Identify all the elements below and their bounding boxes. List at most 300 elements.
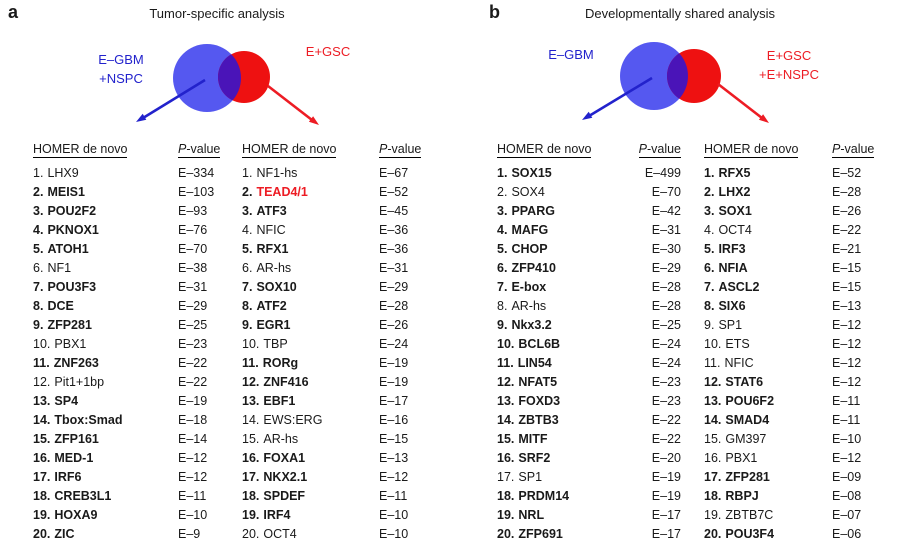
motif-row — [704, 354, 888, 373]
motif-pvalue: E–24 — [651, 337, 681, 351]
motif-rank: 6. — [704, 261, 715, 275]
motif-row — [33, 335, 236, 354]
motif-row — [33, 221, 236, 240]
motif-name: ZBTB3 — [518, 413, 559, 427]
motif-row — [497, 335, 681, 354]
motif-rank: 2. — [704, 185, 715, 199]
motif-rank: 5. — [497, 242, 508, 256]
motif-name: IRF6 — [54, 470, 82, 484]
motif-rank: 4. — [497, 223, 508, 237]
motif-pvalue: E–12 — [832, 375, 862, 389]
column-header-pvalue: P-value — [178, 142, 221, 156]
motif-row — [242, 240, 434, 259]
motif-row — [497, 316, 681, 335]
motif-name: PKNOX1 — [47, 223, 99, 237]
motif-rank: 14. — [242, 413, 260, 427]
motif-pvalue: E–06 — [832, 527, 862, 541]
motif-name: RORg — [262, 356, 299, 370]
motif-name: LHX2 — [718, 185, 751, 199]
motif-row — [242, 468, 434, 487]
motif-name: LIN54 — [517, 356, 552, 370]
motif-row — [704, 221, 888, 240]
motif-rank: 11. — [33, 356, 50, 370]
venn-a-left-set-label: E–GBM +NSPC — [98, 52, 144, 86]
motif-name: NFIC — [724, 356, 754, 370]
motif-rank: 15. — [704, 432, 722, 446]
motif-name: AR-hs — [511, 299, 547, 313]
motif-row — [242, 354, 434, 373]
motif-name: BCL6B — [518, 337, 561, 351]
motif-pvalue: E–23 — [651, 394, 681, 408]
motif-rank: 13. — [242, 394, 260, 408]
motif-rank: 6. — [497, 261, 508, 275]
motif-pvalue: E–10 — [832, 432, 862, 446]
motif-row — [33, 525, 236, 544]
motif-pvalue: E–36 — [379, 242, 409, 256]
motif-pvalue: E–19 — [379, 356, 409, 370]
motif-pvalue: E–29 — [651, 261, 681, 275]
motif-name: CHOP — [511, 242, 548, 256]
motif-name: SOX4 — [511, 185, 545, 199]
motif-pvalue: E–12 — [832, 318, 862, 332]
motif-pvalue: E–09 — [832, 470, 862, 484]
motif-name: RFX1 — [256, 242, 289, 256]
motif-name: ATOH1 — [47, 242, 89, 256]
motif-rank: 3. — [33, 204, 44, 218]
motif-rank: 10. — [242, 337, 260, 351]
motif-pvalue: E–13 — [832, 299, 862, 313]
motif-name: EGR1 — [256, 318, 291, 332]
motif-rank: 1. — [242, 166, 253, 180]
motif-rank: 20. — [497, 527, 515, 541]
motif-row — [497, 392, 681, 411]
motif-name: POU3F4 — [725, 527, 775, 541]
motif-row — [497, 354, 681, 373]
motif-row — [704, 487, 888, 506]
motif-row — [33, 487, 236, 506]
motif-rank: 13. — [497, 394, 515, 408]
motif-rank: 19. — [242, 508, 260, 522]
motif-rank: 18. — [242, 489, 260, 503]
motif-name: RFX5 — [718, 166, 751, 180]
motif-rank: 15. — [497, 432, 515, 446]
motif-row — [704, 202, 888, 221]
motif-row — [704, 316, 888, 335]
motif-name: ZBTB7C — [725, 508, 774, 522]
motif-row — [242, 316, 434, 335]
motif-rank: 10. — [497, 337, 515, 351]
motif-pvalue: E–19 — [379, 375, 409, 389]
column-header-pvalue: P-value — [379, 142, 422, 156]
motif-name: EWS:ERG — [263, 413, 323, 427]
motif-pvalue: E–45 — [379, 204, 409, 218]
motif-row — [704, 278, 888, 297]
motif-row — [704, 449, 888, 468]
motif-name: SP4 — [54, 394, 79, 408]
motif-name: MITF — [518, 432, 548, 446]
motif-table-a-right — [242, 142, 434, 544]
motif-rank: 2. — [497, 185, 508, 199]
motif-name: ZFP161 — [54, 432, 99, 446]
motif-row — [33, 297, 236, 316]
motif-row — [242, 487, 434, 506]
venn-b-right-arrow — [718, 84, 762, 118]
motif-name: STAT6 — [725, 375, 764, 389]
motif-pvalue: E–38 — [178, 261, 208, 275]
motif-rank: 1. — [704, 166, 715, 180]
motif-name: ZNF416 — [263, 375, 309, 389]
motif-table-b-left — [497, 142, 681, 544]
panel-a-title: Tumor-specific analysis — [149, 6, 285, 21]
motif-pvalue: E–15 — [832, 280, 862, 294]
motif-name: ATF3 — [256, 204, 287, 218]
motif-rank: 17. — [704, 470, 722, 484]
motif-pvalue: E–26 — [379, 318, 409, 332]
motif-name: DCE — [47, 299, 74, 313]
motif-rank: 16. — [497, 451, 515, 465]
motif-rank: 20. — [33, 527, 51, 541]
motif-rank: 6. — [242, 261, 253, 275]
motif-name: LHX9 — [47, 166, 79, 180]
panel-a-letter: a — [8, 2, 19, 22]
motif-pvalue: E–9 — [178, 527, 201, 541]
motif-rank: 4. — [704, 223, 715, 237]
motif-pvalue: E–22 — [832, 223, 862, 237]
motif-rank: 5. — [704, 242, 715, 256]
motif-pvalue: E–24 — [651, 356, 681, 370]
motif-row — [497, 449, 681, 468]
motif-name: ZFP410 — [511, 261, 556, 275]
motif-pvalue: E–22 — [178, 356, 208, 370]
motif-rank: 16. — [704, 451, 722, 465]
motif-pvalue: E–31 — [178, 280, 208, 294]
motif-row — [242, 278, 434, 297]
motif-rank: 1. — [497, 166, 508, 180]
motif-rank: 3. — [704, 204, 715, 218]
motif-rank: 16. — [242, 451, 260, 465]
motif-name: IRF3 — [718, 242, 746, 256]
motif-name: ATF2 — [256, 299, 287, 313]
motif-name: SPDEF — [263, 489, 306, 503]
motif-row — [242, 164, 434, 183]
motif-row — [33, 278, 236, 297]
motif-row — [704, 240, 888, 259]
motif-rank: 6. — [33, 261, 44, 275]
motif-rank: 7. — [497, 280, 508, 294]
venn-b-left-arrowhead-icon — [582, 112, 592, 120]
motif-row — [242, 202, 434, 221]
motif-pvalue: E–70 — [178, 242, 208, 256]
motif-pvalue: E–22 — [178, 375, 208, 389]
motif-name: NFIA — [718, 261, 748, 275]
motif-name: OCT4 — [718, 223, 752, 237]
motif-name: NF1-hs — [256, 166, 298, 180]
motif-pvalue: E–28 — [379, 299, 409, 313]
motif-name: ZIC — [54, 527, 75, 541]
motif-rank: 8. — [242, 299, 253, 313]
motif-row — [242, 297, 434, 316]
motif-rank: 13. — [33, 394, 51, 408]
motif-pvalue: E–11 — [178, 489, 207, 503]
motif-name: ZNF263 — [53, 356, 99, 370]
motif-name: SOX10 — [256, 280, 297, 294]
motif-row — [497, 297, 681, 316]
motif-row — [33, 506, 236, 525]
motif-row — [33, 354, 236, 373]
column-header-motif: HOMER de novo — [497, 142, 592, 156]
motif-row — [497, 202, 681, 221]
motif-name: TEAD4/1 — [256, 185, 308, 199]
motif-name: SP1 — [518, 470, 543, 484]
motif-name: NF1 — [47, 261, 72, 275]
motif-row — [242, 392, 434, 411]
motif-name: SMAD4 — [725, 413, 770, 427]
motif-pvalue: E–10 — [379, 527, 409, 541]
motif-rank: 7. — [242, 280, 253, 294]
motif-name: Pit1+1bp — [54, 375, 105, 389]
motif-pvalue: E–25 — [178, 318, 208, 332]
motif-name: POU3F3 — [47, 280, 97, 294]
motif-rank: 19. — [497, 508, 515, 522]
motif-rank: 3. — [242, 204, 253, 218]
motif-pvalue: E–19 — [178, 394, 208, 408]
motif-rank: 11. — [242, 356, 259, 370]
motif-pvalue: E–22 — [651, 432, 681, 446]
motif-pvalue: E–25 — [651, 318, 681, 332]
motif-row — [33, 430, 236, 449]
motif-row — [497, 487, 681, 506]
motif-name: FOXA1 — [263, 451, 306, 465]
motif-row — [33, 164, 236, 183]
motif-name: PRDM14 — [518, 489, 570, 503]
motif-rank: 8. — [704, 299, 715, 313]
motif-row — [33, 411, 236, 430]
motif-pvalue: E–70 — [651, 185, 681, 199]
motif-pvalue: E–11 — [832, 413, 861, 427]
motif-name: POU6F2 — [725, 394, 775, 408]
motif-pvalue: E–13 — [379, 451, 409, 465]
venn-a-right-arrow — [268, 86, 312, 120]
motif-pvalue: E–20 — [651, 451, 681, 465]
motif-rank: 11. — [497, 356, 514, 370]
motif-rank: 4. — [33, 223, 44, 237]
motif-rank: 18. — [497, 489, 515, 503]
motif-pvalue: E–76 — [178, 223, 208, 237]
motif-pvalue: E–28 — [832, 185, 862, 199]
motif-name: PBX1 — [54, 337, 87, 351]
motif-rank: 2. — [33, 185, 44, 199]
motif-name: EBF1 — [263, 394, 296, 408]
motif-row — [497, 259, 681, 278]
motif-rank: 18. — [704, 489, 722, 503]
motif-pvalue: E–23 — [651, 375, 681, 389]
motif-rank: 12. — [704, 375, 722, 389]
motif-row — [33, 259, 236, 278]
motif-name: OCT4 — [263, 527, 297, 541]
motif-row — [704, 373, 888, 392]
motif-row — [33, 316, 236, 335]
motif-row — [704, 411, 888, 430]
motif-rank: 7. — [704, 280, 715, 294]
motif-rank: 15. — [242, 432, 260, 446]
motif-pvalue: E–08 — [832, 489, 862, 503]
motif-pvalue: E–17 — [651, 527, 681, 541]
motif-rank: 17. — [242, 470, 260, 484]
motif-pvalue: E–23 — [178, 337, 208, 351]
motif-rank: 4. — [242, 223, 253, 237]
motif-name: MED-1 — [54, 451, 94, 465]
motif-name: E-box — [511, 280, 547, 294]
motif-row — [704, 335, 888, 354]
motif-row — [704, 164, 888, 183]
motif-pvalue: E–12 — [379, 470, 409, 484]
motif-row — [704, 468, 888, 487]
motif-row — [242, 183, 434, 202]
motif-row — [33, 449, 236, 468]
motif-row — [497, 525, 681, 544]
motif-name: TBP — [263, 337, 288, 351]
motif-rank: 1. — [33, 166, 44, 180]
motif-pvalue: E–16 — [379, 413, 409, 427]
motif-row — [33, 202, 236, 221]
column-header-pvalue: P-value — [638, 142, 681, 156]
motif-pvalue: E–24 — [379, 337, 409, 351]
motif-name: CREB3L1 — [54, 489, 112, 503]
motif-name: ZFP281 — [725, 470, 770, 484]
motif-row — [33, 240, 236, 259]
motif-row — [497, 221, 681, 240]
motif-row — [704, 506, 888, 525]
motif-rank: 17. — [33, 470, 51, 484]
column-header-pvalue: P-value — [832, 142, 875, 156]
motif-pvalue: E–17 — [379, 394, 409, 408]
motif-pvalue: E–31 — [651, 223, 681, 237]
motif-pvalue: E–334 — [178, 166, 215, 180]
venn-a-right-set-label: E+GSC — [305, 44, 351, 59]
motif-pvalue: E–11 — [379, 489, 408, 503]
motif-pvalue: E–29 — [379, 280, 409, 294]
motif-row — [704, 525, 888, 544]
motif-pvalue: E–18 — [178, 413, 208, 427]
motif-pvalue: E–14 — [178, 432, 208, 446]
motif-pvalue: E–36 — [379, 223, 409, 237]
motif-name: RBPJ — [725, 489, 759, 503]
motif-rank: 7. — [33, 280, 44, 294]
motif-rank: 12. — [33, 375, 51, 389]
motif-row — [497, 240, 681, 259]
motif-table-b-right — [704, 142, 888, 544]
motif-pvalue: E–29 — [178, 299, 208, 313]
motif-rank: 14. — [704, 413, 722, 427]
motif-pvalue: E–19 — [651, 470, 681, 484]
motif-row — [33, 392, 236, 411]
motif-pvalue: E–30 — [651, 242, 681, 256]
motif-row — [33, 183, 236, 202]
motif-name: HOXA9 — [54, 508, 98, 522]
motif-row — [497, 164, 681, 183]
motif-name: Nkx3.2 — [511, 318, 552, 332]
motif-pvalue: E–28 — [651, 299, 681, 313]
motif-pvalue: E–10 — [379, 508, 409, 522]
motif-row — [242, 411, 434, 430]
motif-name: NFIC — [256, 223, 286, 237]
motif-rank: 10. — [33, 337, 51, 351]
motif-pvalue: E–52 — [832, 166, 862, 180]
motif-name: ASCL2 — [718, 280, 760, 294]
motif-rank: 19. — [704, 508, 722, 522]
motif-pvalue: E–12 — [178, 451, 208, 465]
motif-row — [497, 411, 681, 430]
motif-table-a-left — [33, 142, 236, 544]
motif-row — [242, 430, 434, 449]
motif-row — [497, 506, 681, 525]
motif-rank: 19. — [33, 508, 51, 522]
motif-rank: 20. — [242, 527, 260, 541]
motif-row — [242, 335, 434, 354]
motif-pvalue: E–26 — [832, 204, 862, 218]
motif-rank: 12. — [497, 375, 515, 389]
motif-row — [242, 449, 434, 468]
motif-name: NFAT5 — [518, 375, 558, 389]
motif-row — [242, 373, 434, 392]
motif-name: PBX1 — [725, 451, 758, 465]
motif-pvalue: E–17 — [651, 508, 681, 522]
motif-pvalue: E–93 — [178, 204, 208, 218]
motif-rank: 17. — [497, 470, 515, 484]
motif-pvalue: E–67 — [379, 166, 409, 180]
motif-rank: 5. — [33, 242, 44, 256]
motif-rank: 13. — [704, 394, 722, 408]
motif-pvalue: E–12 — [178, 470, 208, 484]
motif-name: SOX15 — [511, 166, 552, 180]
motif-row — [497, 468, 681, 487]
motif-row — [704, 259, 888, 278]
motif-pvalue: E–19 — [651, 489, 681, 503]
motif-pvalue: E–12 — [832, 451, 862, 465]
motif-rank: 14. — [33, 413, 51, 427]
motif-name: SIX6 — [718, 299, 746, 313]
column-header-motif: HOMER de novo — [33, 142, 128, 156]
motif-rank: 10. — [704, 337, 722, 351]
motif-row — [242, 525, 434, 544]
motif-name: ZFP281 — [47, 318, 92, 332]
motif-rank: 9. — [497, 318, 508, 332]
motif-rank: 2. — [242, 185, 253, 199]
motif-pvalue: E–07 — [832, 508, 862, 522]
motif-row — [242, 506, 434, 525]
motif-pvalue: E–11 — [832, 394, 861, 408]
motif-pvalue: E–22 — [651, 413, 681, 427]
motif-row — [497, 183, 681, 202]
motif-name: ETS — [725, 337, 750, 351]
motif-pvalue: E–21 — [832, 242, 862, 256]
motif-rank: 9. — [704, 318, 715, 332]
motif-row — [33, 373, 236, 392]
motif-rank: 5. — [242, 242, 253, 256]
motif-name: SRF2 — [518, 451, 551, 465]
motif-name: Tbox:Smad — [54, 413, 123, 427]
motif-row — [242, 259, 434, 278]
motif-name: NKX2.1 — [263, 470, 308, 484]
motif-name: IRF4 — [263, 508, 291, 522]
motif-pvalue: E–52 — [379, 185, 409, 199]
motif-rank: 9. — [33, 318, 44, 332]
motif-pvalue: E–10 — [178, 508, 208, 522]
motif-row — [704, 392, 888, 411]
motif-rank: 8. — [497, 299, 508, 313]
motif-row — [497, 373, 681, 392]
motif-rank: 8. — [33, 299, 44, 313]
